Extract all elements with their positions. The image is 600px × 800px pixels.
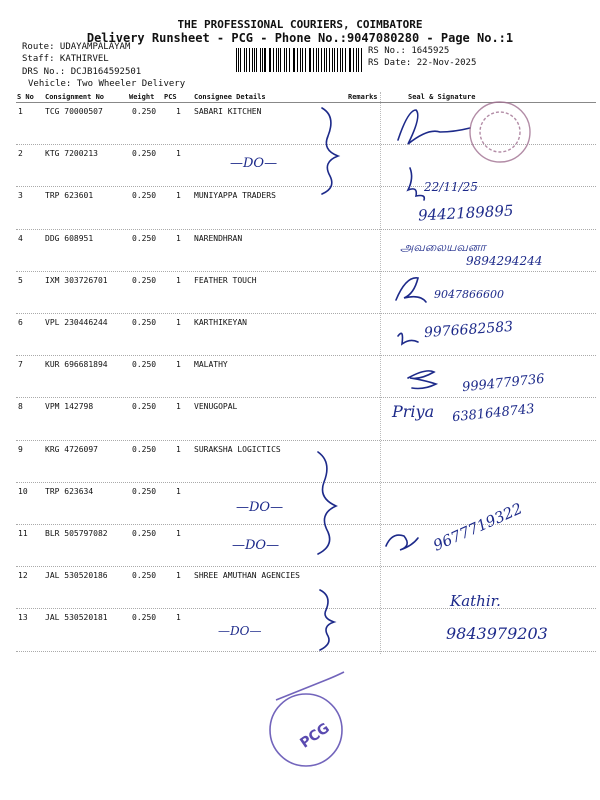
ditto-mark-row2: —DO— [230,156,278,171]
row-weight: 0.250 [132,318,157,327]
barcode-bar [284,48,285,72]
row-divider [16,566,596,567]
barcode-bar [350,48,351,72]
row-consignment-no: DDG 608951 [45,233,94,243]
row-consignment-no: VPL 230446244 [45,318,108,327]
row-weight: 0.250 [132,402,157,412]
staff-label: Staff: KATHIRVEL [22,54,109,64]
barcode-bar [318,48,319,72]
handwritten-phone-8: 9843979203 [446,624,548,643]
row-pcs: 1 [176,191,181,201]
handwritten-phone-4: 9976682583 [423,318,514,342]
delivery-date: 22/11/25 [424,180,478,194]
row-divider [16,355,596,356]
row-consignment-no: VPM 142798 [45,402,94,412]
vehicle-label: Vehicle: Two Wheeler Delivery [28,79,186,89]
barcode-bar [324,48,325,72]
row-pcs: 1 [176,275,181,285]
row-consignee: SURAKSHA LOGICTICS [194,444,281,454]
row-pcs: 1 [176,571,181,581]
barcode-bar [236,48,237,72]
route-label: Route: UDAYAMPALAYAM [22,42,131,52]
row-divider [16,608,596,609]
row-divider [16,271,596,272]
brace-row-13 [320,590,334,650]
row-pcs: 1 [176,529,181,538]
drs-label: DRS No.: DCJB164592501 [22,67,142,77]
pcg-stamp-text: PCG [297,720,333,752]
remarks-divider [380,92,381,654]
barcode-bar [244,48,245,72]
brace-rows-9-11 [318,452,336,554]
row-pcs: 1 [176,149,181,159]
signature-row5 [396,278,426,302]
ditto-mark-row10: —DO— [236,500,284,515]
row-consignment-no: KTG 7200213 [45,149,98,159]
row-sno: 3 [18,191,23,201]
barcode-bar [256,48,257,72]
row-consignee: FEATHER TOUCH [194,275,257,285]
row-weight: 0.250 [132,444,157,454]
barcode-bar [300,48,301,72]
signature-kathir: Kathir. [450,592,501,610]
row-sno: 9 [18,444,23,454]
signature-row1 [398,110,470,144]
ditto-mark-row11: —DO— [232,538,280,553]
barcode-bar [246,48,247,72]
row-consignment-no: KUR 696681894 [45,360,108,370]
handwritten-name-tamil: அவலையவனா [400,240,486,254]
row-sno: 5 [18,275,23,285]
row-consignment-no: IXM 303726701 [45,275,108,285]
row-pcs: 1 [176,107,181,116]
rs-number: RS No.: 1645925 [368,46,450,56]
barcode-bar [289,48,290,72]
signature-row7 [408,371,436,389]
row-sno: 2 [18,149,23,159]
row-pcs: 1 [176,613,181,623]
row-sno: 12 [18,571,28,581]
row-sno: 4 [18,233,23,243]
row-weight: 0.250 [132,360,157,370]
barcode-bar [260,48,261,72]
row-consignee: MUNIYAPPA TRADERS [194,191,276,201]
row-divider [16,313,596,314]
handwritten-phone-7: 9677719322 [430,499,525,555]
signature-row6 [398,333,418,344]
barcode-bar [358,48,359,72]
col-seal-signature: Seal & Signature [408,93,476,101]
col-sno: S No [17,93,34,101]
handwritten-phone-1: 9442189895 [417,201,514,225]
row-sno: 13 [18,613,28,623]
row-consignee: KARTHIKEYAN [194,318,247,327]
barcode-bar [264,48,265,72]
row-divider [16,229,596,230]
handwritten-phone-2: 9894294244 [466,254,543,268]
barcode [236,48,364,72]
row-consignment-no: TRP 623634 [45,486,94,496]
barcode-bar [273,48,274,72]
row-weight: 0.250 [132,149,157,159]
row-pcs: 1 [176,486,181,496]
row-sno: 8 [18,402,23,412]
row-weight: 0.250 [132,486,157,496]
row-sno: 7 [18,360,23,370]
col-remarks: Remarks [348,93,378,101]
signature-priya: Priya [392,402,435,421]
barcode-bar [302,48,303,72]
col-consignee: Consignee Details [194,93,266,101]
row-divider [16,397,596,398]
row-sno: 10 [18,486,28,496]
row-weight: 0.250 [132,529,157,538]
row-pcs: 1 [176,402,181,412]
signature-row3 [408,168,424,200]
barcode-bar [310,48,311,72]
col-weight: Weight [129,93,155,101]
row-divider [16,482,596,483]
row-consignment-no: BLR 505797082 [45,529,108,538]
row-weight: 0.250 [132,233,157,243]
brace-rows-1-2 [322,108,338,194]
row-consignment-no: JAL 530520186 [45,571,108,581]
round-seal-stamp [470,102,530,162]
header-divider [16,102,596,103]
row-consignee: MALATHY [194,360,228,370]
rs-date: RS Date: 22-Nov-2025 [368,58,477,68]
row-divider [16,524,596,525]
row-sno: 6 [18,318,23,327]
barcode-bar [342,48,343,72]
row-weight: 0.250 [132,571,157,581]
row-weight: 0.250 [132,613,157,623]
row-sno: 11 [18,529,28,538]
row-pcs: 1 [176,444,181,454]
handwritten-phone-5: 9994779736 [461,371,546,396]
row-divider [16,186,596,187]
runsheet-title: Delivery Runsheet - PCG - Phone No.:9047080280 - Page No.:1 [86,31,514,45]
row-divider [16,651,596,652]
row-consignment-no: TRP 623601 [45,191,94,201]
col-consignment: Consignment No [45,93,105,101]
row-pcs: 1 [176,360,181,370]
handwritten-phone-3: 9047866600 [434,288,504,301]
row-consignment-no: TCG 70000507 [45,107,103,116]
row-consignee: SHREE AMUTHAN AGENCIES [194,571,300,581]
row-pcs: 1 [176,233,181,243]
handwritten-phone-6: 6381648743 [451,401,536,426]
row-divider [16,440,596,441]
row-divider [16,144,596,145]
row-consignee: NARENDHRAN [194,233,243,243]
barcode-bar [334,48,335,72]
barcode-bar [280,48,281,72]
col-pcs: PCS [164,93,177,101]
row-weight: 0.250 [132,107,157,116]
row-consignment-no: JAL 530520181 [45,613,108,623]
row-consignee: VENUGOPAL [194,402,238,412]
company-name: THE PROFESSIONAL COURIERS, COIMBATORE [177,18,423,31]
row-weight: 0.250 [132,191,157,201]
row-consignment-no: KRG 4726097 [45,444,98,454]
barcode-bar [332,48,333,72]
row-consignee: SABARI KITCHEN [194,107,262,116]
signature-row11 [386,535,418,550]
row-sno: 1 [18,107,23,116]
pcg-stamp [270,672,344,766]
ditto-mark-row13: —DO— [218,624,262,638]
row-weight: 0.250 [132,275,157,285]
row-pcs: 1 [176,318,181,327]
